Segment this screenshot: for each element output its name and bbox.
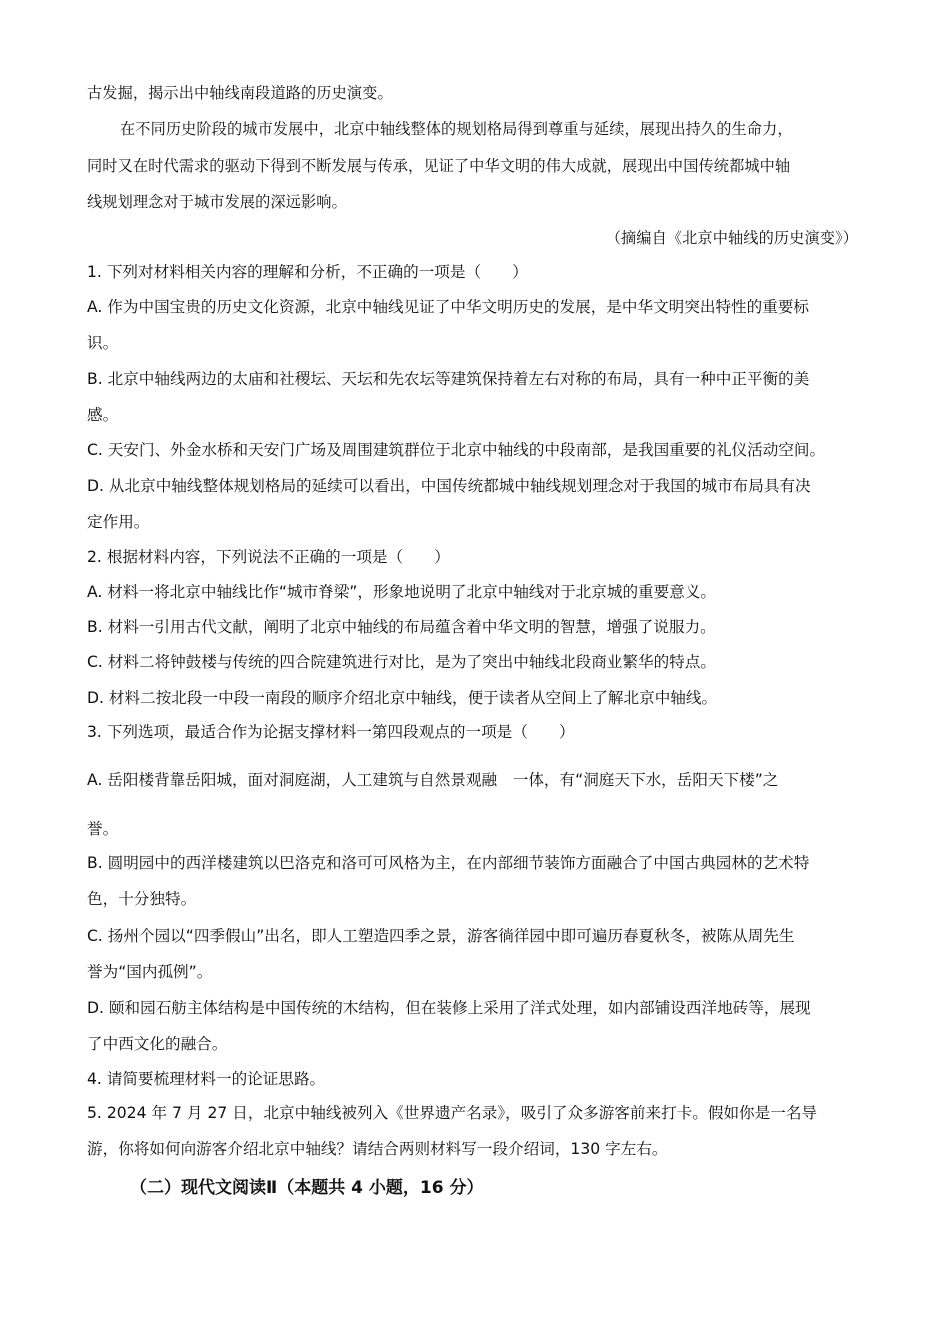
option-line: A. 作为中国宝贵的历史文化资源，北京中轴线见证了中华文明历史的发展，是中华文明突出特性的重要标	[87, 298, 810, 316]
question-stem: 5. 2024 年 7 月 27 日，北京中轴线被列入《世界遗产名录》，吸引了众多游客前来打卡。假如你是一名导	[87, 1104, 818, 1122]
question-stem: 4. 请简要梳理材料一的论证思路。	[87, 1070, 326, 1088]
option-line: D. 颐和园石舫主体结构是中国传统的木结构，但在装修上采用了洋式处理，如内部铺设西洋地砖等，展现	[87, 999, 811, 1017]
option-line: 誉。	[87, 820, 119, 838]
passage-line: 在不同历史阶段的城市发展中，北京中轴线整体的规划格局得到尊重与延续，展现出持久的生命力，	[120, 120, 793, 138]
option-line: A. 材料一将北京中轴线比作“城市脊梁”，形象地说明了北京中轴线对于北京城的重要意义。	[87, 583, 717, 601]
passage-source: （摘编自《北京中轴线的历史演变》）	[605, 229, 858, 247]
option-line: 了中西文化的融合。	[87, 1035, 228, 1053]
option-line: B. 北京中轴线两边的太庙和社稷坛、天坛和先农坛等建筑保持着左右对称的布局，具有一种中正平衡的美	[87, 370, 810, 388]
option-line: C. 材料二将钟鼓楼与传统的四合院建筑进行对比，是为了突出中轴线北段商业繁华的特点。	[87, 653, 716, 671]
question-stem: 2. 根据材料内容，下列说法不正确的一项是（ ）	[87, 548, 450, 566]
option-line: 识。	[87, 334, 119, 352]
passage-line: 古发掘，揭示出中轴线南段道路的历史演变。	[87, 84, 393, 102]
question-stem: 游，你将如何向游客介绍北京中轴线？请结合两则材料写一段介绍词，130 字左右。	[87, 1140, 668, 1158]
option-line: C. 扬州个园以“四季假山”出名，即人工塑造四季之景，游客徜徉园中即可遍历春夏秋冬，被陈从周先生	[87, 927, 795, 945]
section-heading: （二）现代文阅读Ⅱ（本题共 4 小题，16 分）	[130, 1178, 484, 1198]
option-line: C. 天安门、外金水桥和天安门广场及周围建筑群位于北京中轴线的中段南部，是我国重要的礼仪活动空间。	[87, 441, 826, 459]
question-stem: 1. 下列对材料相关内容的理解和分析，不正确的一项是（ ）	[87, 263, 528, 281]
option-line: 感。	[87, 406, 119, 424]
option-line: D. 从北京中轴线整体规划格局的延续可以看出，中国传统都城中轴线规划理念对于我国的城市布局具有决	[87, 477, 811, 495]
question-stem: 3. 下列选项，最适合作为论据支撑材料一第四段观点的一项是（ ）	[87, 723, 575, 741]
option-line: B. 材料一引用古代文献，阐明了北京中轴线的布局蕴含着中华文明的智慧，增强了说服力。	[87, 618, 716, 636]
option-line: 誉为“国内孤例”。	[87, 963, 213, 981]
option-line: 定作用。	[87, 513, 150, 531]
option-line: D. 材料二按北段一中段一南段的顺序介绍北京中轴线，便于读者从空间上了解北京中轴线。	[87, 689, 718, 707]
option-line: A. 岳阳楼背靠岳阳城，面对洞庭湖，人工建筑与自然景观融 一体，有“洞庭天下水，岳阳天下楼”之	[87, 771, 779, 789]
passage-line: 线规划理念对于城市发展的深远影响。	[87, 193, 347, 211]
option-line: 色，十分独特。	[87, 890, 197, 908]
passage-line: 同时又在时代需求的驱动下得到不断发展与传承，见证了中华文明的伟大成就，展现出中国传统都城中轴	[87, 157, 791, 175]
option-line: B. 圆明园中的西洋楼建筑以巴洛克和洛可可风格为主，在内部细节装饰方面融合了中国古典园林的艺术特	[87, 854, 810, 872]
